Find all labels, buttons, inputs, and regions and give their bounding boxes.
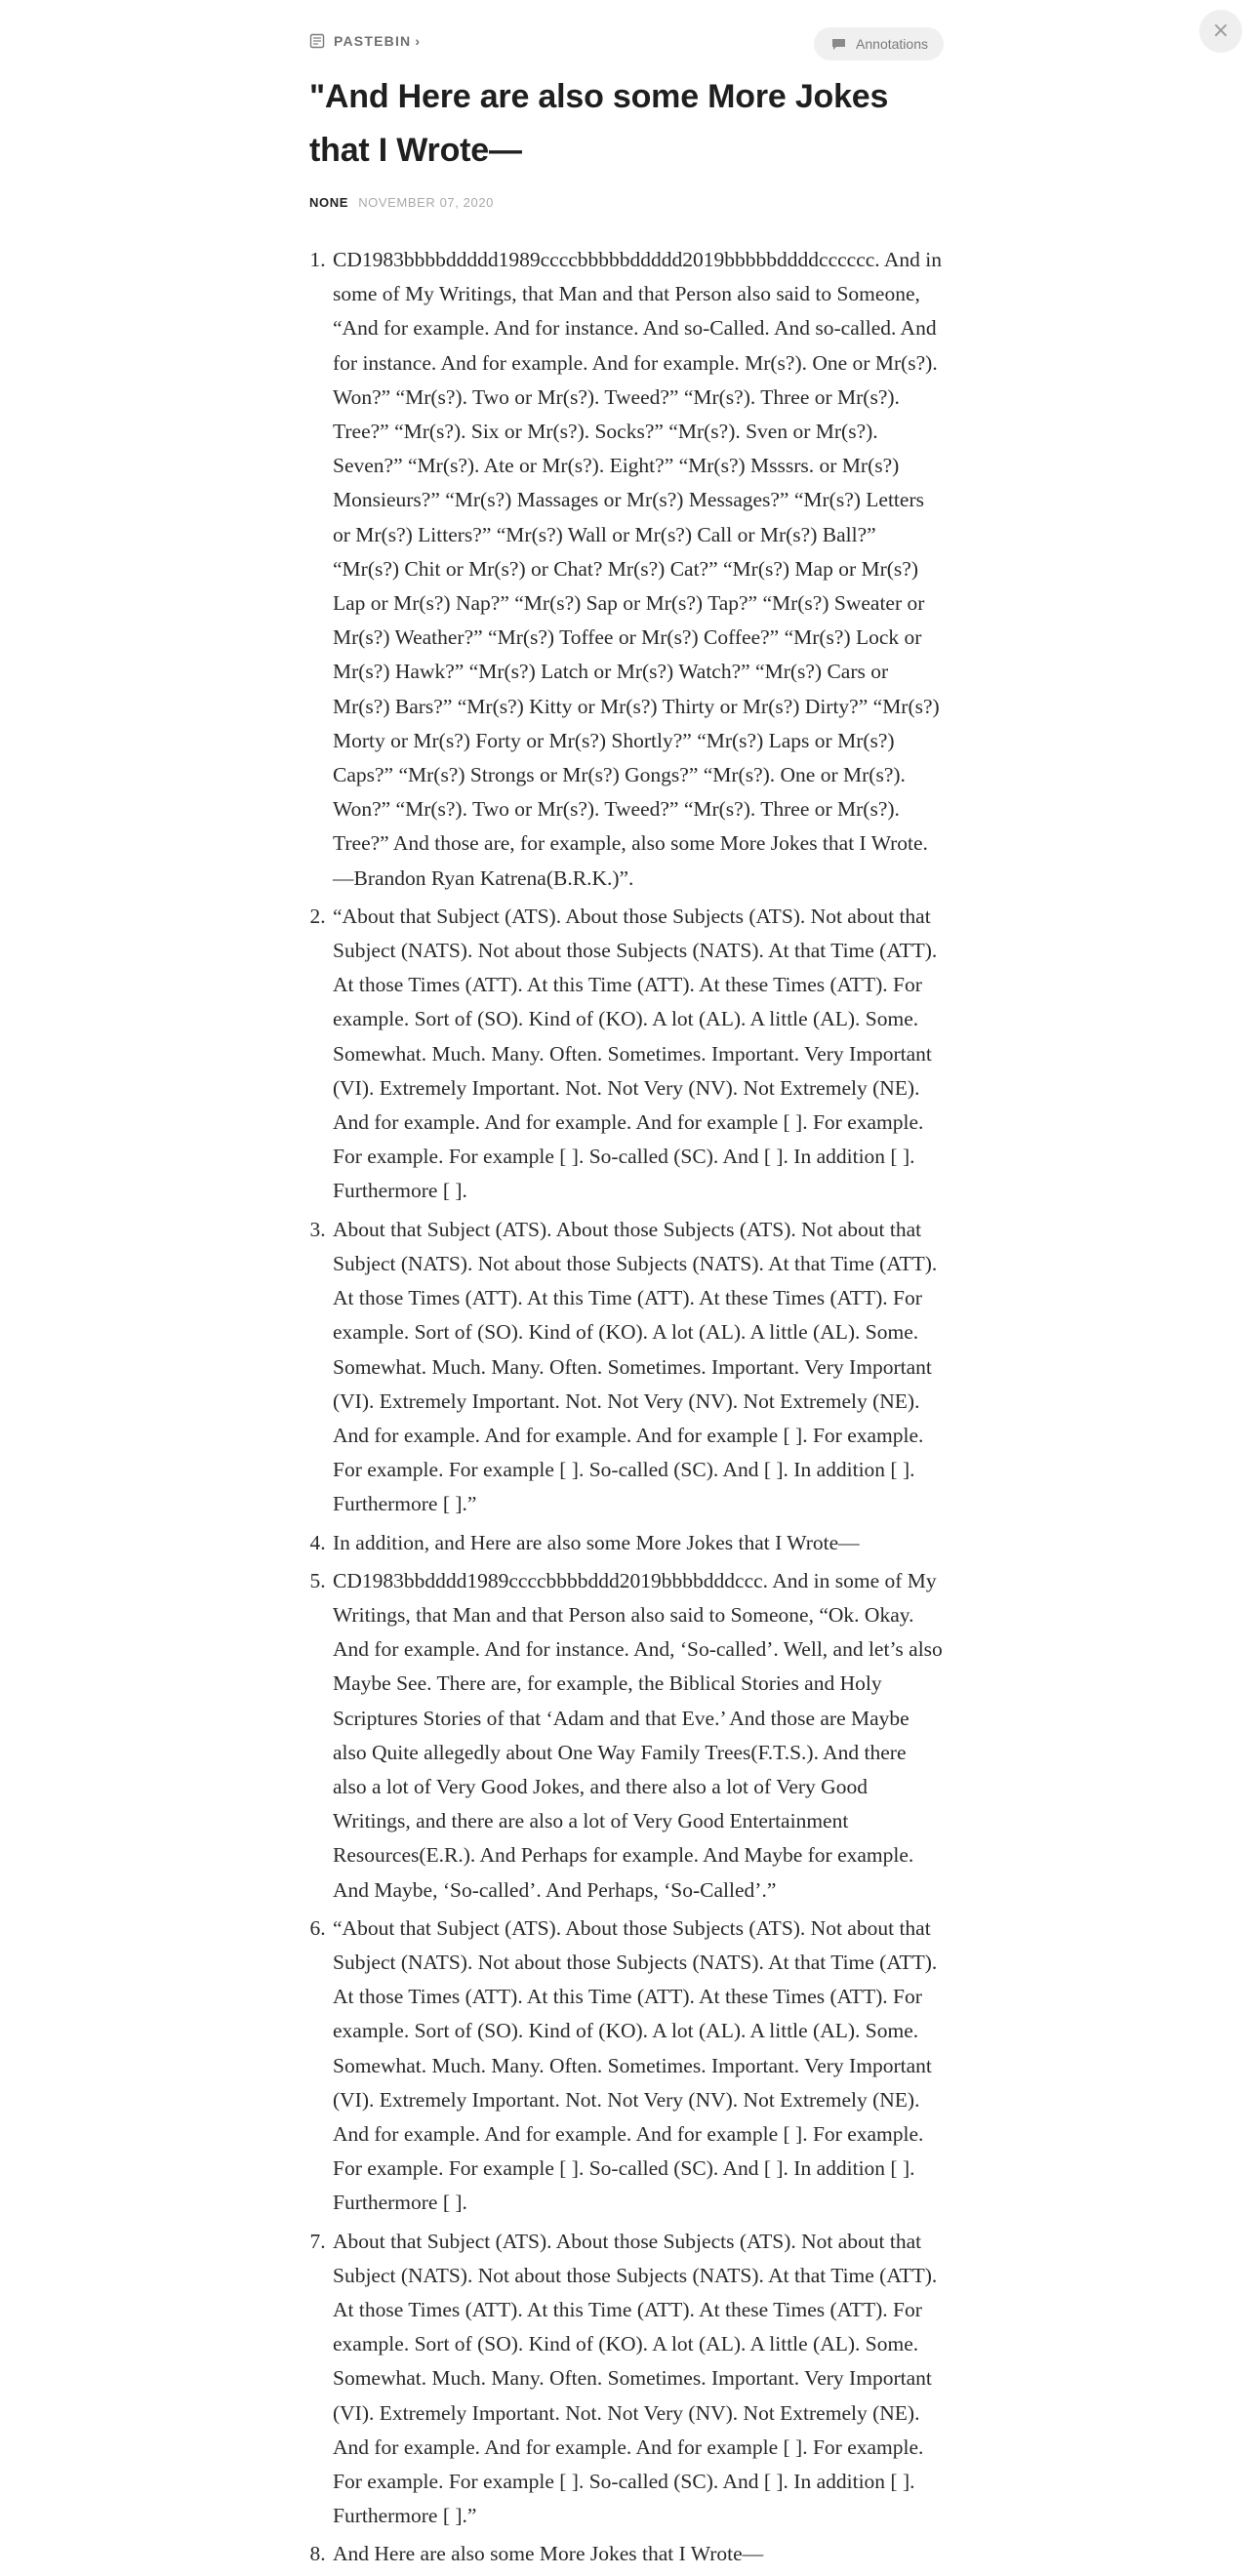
paste-meta <box>309 195 944 210</box>
paste-column <box>309 0 944 2576</box>
list-item: 1. CD1983bbbbddddd1989ccccbbbbbddddd2019bbbbbddddcccccc. And in some of My Writings, that Man and that Person also said to Someone, “And for example. And for instance. And so-Called. And so-called. And for instance. And for example. And for example. Mr(s?). One or Mr(s?). Won?” “Mr(s?). Two or Mr(s?). Tweed?” “Mr(s?). Three or Mr(s?). Tree?” “Mr(s?). Six or Mr(s?). Socks?” “Mr(s?). Sven or Mr(s?). Seven?” “Mr(s?). Ate or Mr(s?). Eight?” “Mr(s?) Msssrs. or Mr(s?) Monsieurs?” “Mr(s?) Massages or Mr(s?) Messages?” “Mr(s?) Letters or Mr(s?) Litters?” “Mr(s?) Wall or Mr(s?) Call or Mr(s?) Ball?” “Mr(s?) Chit or Mr(s?) or Chat? Mr(s?) Cat?” “Mr(s?) Map or Mr(s?) Lap or Mr(s?) Nap?” “Mr(s?) Sap or Mr(s?) Tap?” “Mr(s?) Sweater or Mr(s?) Weather?” “Mr(s?) Toffee or Mr(s?) Coffee?” “Mr(s?) Lock or Mr(s?) Hawk?” “Mr(s?) Latch or Mr(s?) Watch?” “Mr(s?) Cars or Mr(s?) Bars?” “Mr(s?) Kitty or Mr(s?) Thirty or Mr(s?) Dirty?” “Mr(s?) Morty or Mr(s?) Forty or Mr(s?) Shortly?” “Mr(s?) Laps or Mr(s?) Caps?” “Mr(s?) Strongs or Mr(s?) Gongs?” “Mr(s?). One or Mr(s?). Won?” “Mr(s?). Two or Mr(s?). Tweed?” “Mr(s?). Three or Mr(s?). Tree?” And those are, for example, also some More Jokes that I Wrote.—Brandon Ryan Katrena(B.R.K.)”. <box>331 243 944 896</box>
comment-icon <box>831 38 846 51</box>
list-item: 4. In addition, and Here are also some More Jokes that I Wrote— <box>331 1526 944 1560</box>
close-icon: × <box>1211 19 1231 43</box>
close-button[interactable] <box>1199 10 1242 53</box>
list-item: 7. About that Subject (ATS). About those Subjects (ATS). Not about that Subject (NATS). Not about those Subjects (NATS). At that Time (ATT). At those Times (ATT). At this Time (ATT). At these Times (ATT). For example. Sort of (SO). Kind of (KO). A lot (AL). A little (AL). Some. Somewhat. Much. Many. Often. Sometimes. Important. Very Important (VI). Extremely Important. Not. Not Very (NV). Not Extremely (NE). And for example. And for example. And for example [ ]. For example. For example. For example [ ]. So-called (SC). And [ ]. In addition [ ]. Furthermore [ ].” <box>331 2225 944 2534</box>
list-item: 3. About that Subject (ATS). About those Subjects (ATS). Not about that Subject (NATS). Not about those Subjects (NATS). At that Time (ATT). At those Times (ATT). At this Time (ATT). At these Times (ATT). For example. Sort of (SO). Kind of (KO). A lot (AL). A little (AL). Some. Somewhat. Much. Many. Often. Sometimes. Important. Very Important (VI). Extremely Important. Not. Not Very (NV). Not Extremely (NE). And for example. And for example. And for example [ ]. For example. For example. For example [ ]. So-called (SC). And [ ]. In addition [ ]. Furthermore [ ].” <box>331 1213 944 1522</box>
paste-title: "And Here are also some More Jokes that I Wrote— <box>309 78 889 169</box>
chevron-right-icon: › <box>415 33 422 49</box>
list-item: 5. CD1983bbdddd1989ccccbbbbddd2019bbbbdddccc. And in some of My Writings, that Man and that Person also said to Someone, “Ok. Okay. And for example. And for instance. And, ‘So-called’. Well, and let’s also Maybe See. There are, for example, the Biblical Stories and Holy Scriptures Stories of that ‘Adam and that Eve.’ And those are Maybe also Quite allegedly about One Way Family Trees(F.T.S.). And there also a lot of Very Good Jokes, and there also a lot of Very Good Writings, and there are also a lot of Very Good Entertainment Resources(E.R.). And Perhaps for example. And Maybe for example. And Maybe, ‘So-called’. And Perhaps, ‘So-Called’.” <box>331 1564 944 1908</box>
brand-link[interactable] <box>309 33 421 49</box>
brand-label: PASTEBIN <box>334 33 412 49</box>
annotations-label: Annotations <box>856 36 928 52</box>
list-item: 6. “About that Subject (ATS). About those Subjects (ATS). Not about that Subject (NATS). Not about those Subjects (NATS). At that Time (ATT). At those Times (ATT). At this Time (ATT). At these Times (ATT). For example. Sort of (SO). Kind of (KO). A lot (AL). A little (AL). Some. Somewhat. Much. Many. Often. Sometimes. Important. Very Important (VI). Extremely Important. Not. Not Very (NV). Not Extremely (NE). And for example. And for example. And for example [ ]. For example. For example. For example [ ]. So-called (SC). And [ ]. In addition [ ]. Furthermore [ ]. <box>331 1912 944 2221</box>
list-item: 2. “About that Subject (ATS). About those Subjects (ATS). Not about that Subject (NATS). Not about those Subjects (NATS). At that Time (ATT). At those Times (ATT). At this Time (ATT). At these Times (ATT). For example. Sort of (SO). Kind of (KO). A lot (AL). A little (AL). Some. Somewhat. Much. Many. Often. Sometimes. Important. Very Important (VI). Extremely Important. Not. Not Very (NV). Not Extremely (NE). And for example. And for example. And for example [ ]. For example. For example. For example [ ]. So-called (SC). And [ ]. In addition [ ]. Furthermore [ ]. <box>331 900 944 1209</box>
list-item: 8. And Here are also some More Jokes that I Wrote— <box>331 2537 944 2571</box>
entries-list <box>309 243 944 2572</box>
pastebin-logo-icon <box>309 33 325 49</box>
author-link[interactable]: NONE <box>309 195 348 210</box>
annotations-button[interactable] <box>814 27 944 60</box>
top-bar <box>309 0 944 86</box>
paste-date: NOVEMBER 07, 2020 <box>358 195 495 210</box>
